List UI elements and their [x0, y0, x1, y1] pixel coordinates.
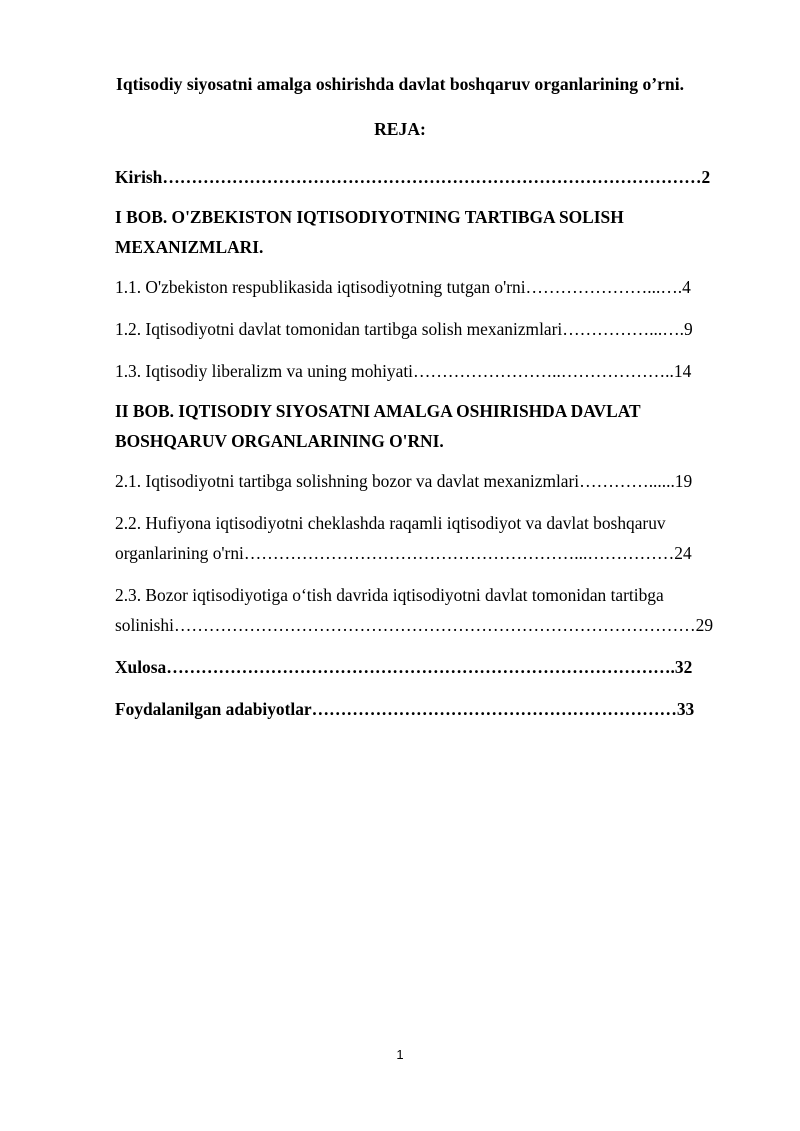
toc-section-2-2: 2.2. Hufiyona iqtisodiyotni cheklashda raqamli iqtisodiyot va davlat boshqaruv organlarining o'rni…………………………………………………...……………24 — [115, 513, 692, 563]
toc-chapter2-heading: II BOB. IQTISODIY SIYOSATNI AMALGA OSHIRISHDA DAVLAT BOSHQARUV ORGANLARINING O'RNI. — [115, 401, 641, 451]
toc-section-1-3: 1.3. Iqtisodiy liberalizm va uning mohiyati……………………..………………..14 — [115, 361, 692, 381]
document-title: Iqtisodiy siyosatni amalga oshirishda davlat boshqaruv organlarining o’rni. — [115, 74, 684, 94]
toc-references: Foydalanilgan adabiyotlar………………………………………………………33 — [115, 699, 695, 719]
toc-chapter1-heading: I BOB. O'ZBEKISTON IQTISODIYOTNING TARTIBGA SOLISH MEXANIZMLARI. — [115, 207, 624, 257]
toc-intro: Kirish…………………………………………………………………………………2 — [115, 167, 711, 187]
toc-section-1-2: 1.2. Iqtisodiyotni davlat tomonidan tartibga solish mexanizmlari……………...….9 — [115, 319, 693, 339]
toc-section-2-1: 2.1. Iqtisodiyotni tartibga solishning bozor va davlat mexanizmlari…………......19 — [115, 471, 693, 491]
toc-section-1-1: 1.1. O'zbekiston respublikasida iqtisodiyotning tutgan o'rni…………………...….4 — [115, 277, 691, 297]
toc-section-2-3: 2.3. Bozor iqtisodiyotiga o‘tish davrida iqtisodiyotni davlat tomonidan tartibga solinishi………………………………………………………………………………29 — [115, 585, 714, 635]
plan-heading: REJA: — [374, 119, 426, 139]
table-of-contents — [115, 162, 745, 724]
toc-conclusion: Xulosa…………………………………………………………………………….32 — [115, 657, 693, 677]
page-number: 1 — [396, 1047, 404, 1062]
